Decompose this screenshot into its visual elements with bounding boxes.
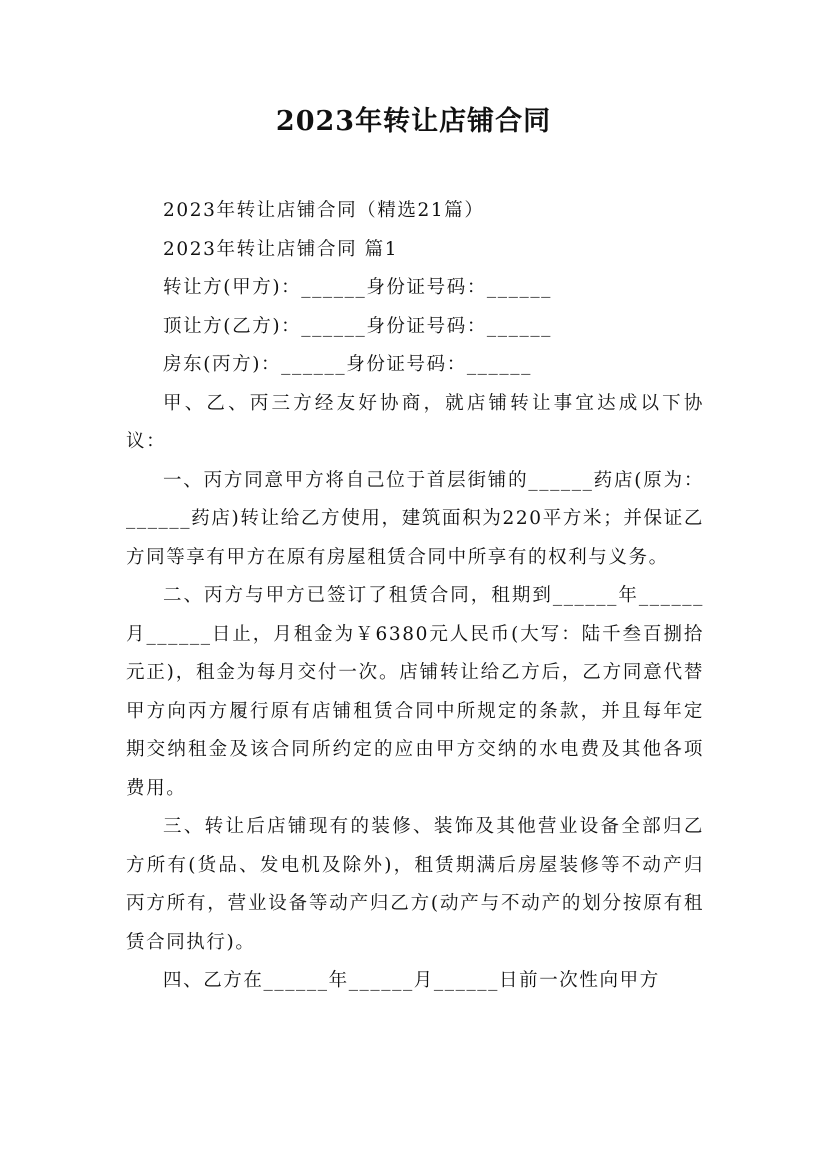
paragraph-clause-1: 一、丙方同意甲方将自己位于首层街铺的______药店(原为：______药店)转让给乙方使用，建筑面积为220平方米；并保证乙方同等享有甲方在原有房屋租赁合同中所享有的权利与义务。 [126, 469, 704, 568]
document-title: 2023年转让店铺合同 [275, 106, 552, 137]
paragraph-section-heading: 2023年转让店铺合同 篇1 [163, 238, 399, 260]
paragraph-clause-2: 二、丙方与甲方已签订了租赁合同，租期到______年______月______日止，月租金为￥6380元人民币(大写：陆千叁百捌拾元正)，租金为每月交付一次。店铺转让给乙方后，乙方同意代替甲方向丙方履行原有店铺租赁合同中所规定的条款，并且每年定期交纳租金及该合同所约定的应由甲方交纳的水电费及其他各项费用。 [126, 585, 704, 799]
paragraph-party-b: 顶让方(乙方)：______身份证号码：______ [163, 315, 553, 337]
paragraph-subtitle: 2023年转让店铺合同（精选21篇） [163, 200, 485, 221]
paragraph-clause-4: 四、乙方在______年______月______日前一次性向甲方 [163, 970, 660, 991]
paragraph-party-a: 转让方(甲方)：______身份证号码：______ [163, 277, 553, 298]
paragraph-party-c: 房东(丙方)：______身份证号码：______ [163, 354, 532, 375]
paragraph-clause-3: 三、转让后店铺现有的装修、装饰及其他营业设备全部归乙方所有(货品、发电机及除外)，租赁期满后房屋装修等不动产归丙方所有，营业设备等动产归乙方(动产与不动产的划分按原有租赁合同执行)。 [126, 816, 704, 953]
paragraph-preamble: 甲、乙、丙三方经友好协商，就店铺转让事宜达成以下协议： [126, 392, 704, 452]
document-body [126, 192, 704, 1001]
